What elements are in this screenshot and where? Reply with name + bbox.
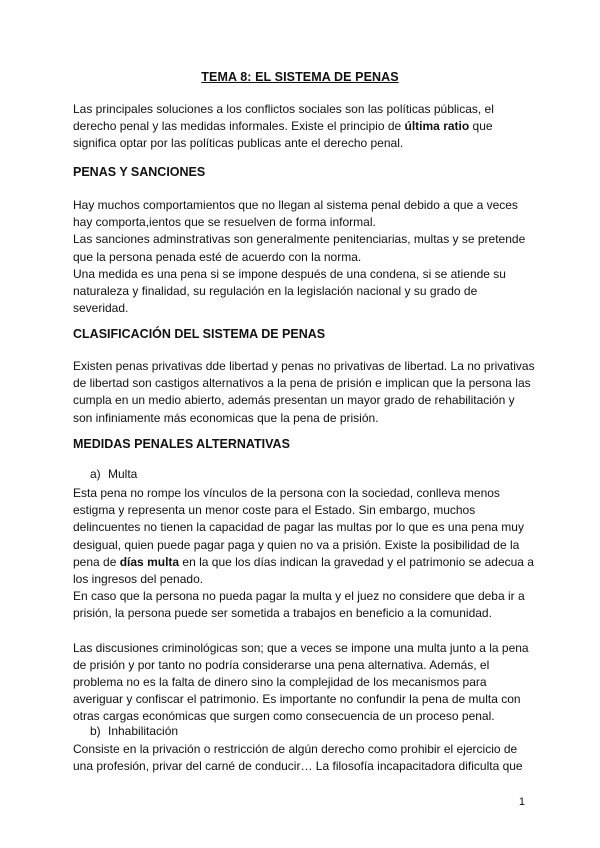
clasificacion-p1: Existen penas privativas dde libertad y penas no privativas de libertad. La no privativas de libertad son castigos alternativos a la pena de prisión e implican que la persona las cumpla en un medio abierto, además presentan un mayor grado de rehabilitación y son infiniamente más economicas que la pena de prisión. (73, 359, 535, 425)
document-title: TEMA 8: EL SISTEMA DE PENAS (201, 70, 399, 84)
penas-sanciones-p2: Las sanciones adminstrativas son generalmente penitenciarias, multas y se pretende que la persona penada esté de acuerdo con la norma. (73, 232, 526, 264)
multa-p1: Esta pena no rompe los vínculos de la persona con la sociedad, conlleva menos estigma y representa un menor coste para el Estado. Sin embargo, muchos delincuentes no tienen la capacidad de pagar las multas por lo que es una pena muy desigual, quien puede pagar paga y quien no va a prisión. Existe la posibilidad de la pena de días multa en la que los días indican la gravedad y el patrimonio se adecua a los ingresos del penado. (73, 486, 534, 587)
inhabilitacion-body (73, 741, 535, 775)
subheading-multa: a) Multa (90, 467, 138, 481)
inhabilitacion-p1: Consiste en la privación o restricción de algún derecho como prohibir el ejercicio de una profesión, privar del carné de conducir… La filosofía incapacitadora dificulta que (73, 742, 523, 774)
multa-body (73, 485, 535, 726)
multa-p2: En caso que la persona no pueda pagar la multa y el juez no considere que deba ir a prisión, la persona puede ser sometida a trabajos en beneficio a la comunidad. (73, 589, 525, 621)
page-number: 1 (518, 796, 525, 808)
intro-paragraph: Las principales soluciones a los conflictos sociales son las políticas públicas, el derecho penal y las medidas informales. Existe el principio de última ratio que significa optar por las políticas publicas ante el derecho penal. (73, 102, 494, 151)
heading-clasificacion: CLASIFICACIÓN DEL SISTEMA DE PENAS (73, 327, 326, 341)
heading-medidas-alternativas: MEDIDAS PENALES ALTERNATIVAS (73, 437, 290, 451)
penas-sanciones-p1: Hay muchos comportamientos que no llegan al sistema penal debido a que a veces hay comporta,ientos que se resuelven de forma informal. (73, 198, 518, 230)
multa-p3: Las discusiones criminológicas son; que a veces se impone una multa junto a la pena de prisión y por tanto no podría considerarse una pena alternativa. Además, el problema no es la falta de dinero sino la complejidad de los mecanismos para averiguar y confiscar el patrimonio. Es importante no confundir la pena de multa con otras cargas económicas que surgen como consecuencia de un proceso penal. (73, 640, 529, 724)
clasificacion-body (73, 358, 535, 427)
penas-sanciones-p3: Una medida es una pena si se impone después de una condena, si se atiende su naturaleza y finalidad, su regulación en la legislación nacional y su grado de severidad. (73, 266, 506, 316)
dias-multa-term: días multa (119, 554, 180, 569)
ultima-ratio-term: última ratio (404, 119, 470, 134)
subheading-inhabilitacion: b) Inhabilitación (90, 724, 179, 738)
penas-sanciones-body (73, 197, 535, 317)
heading-penas-sanciones: PENAS Y SANCIONES (73, 165, 206, 179)
